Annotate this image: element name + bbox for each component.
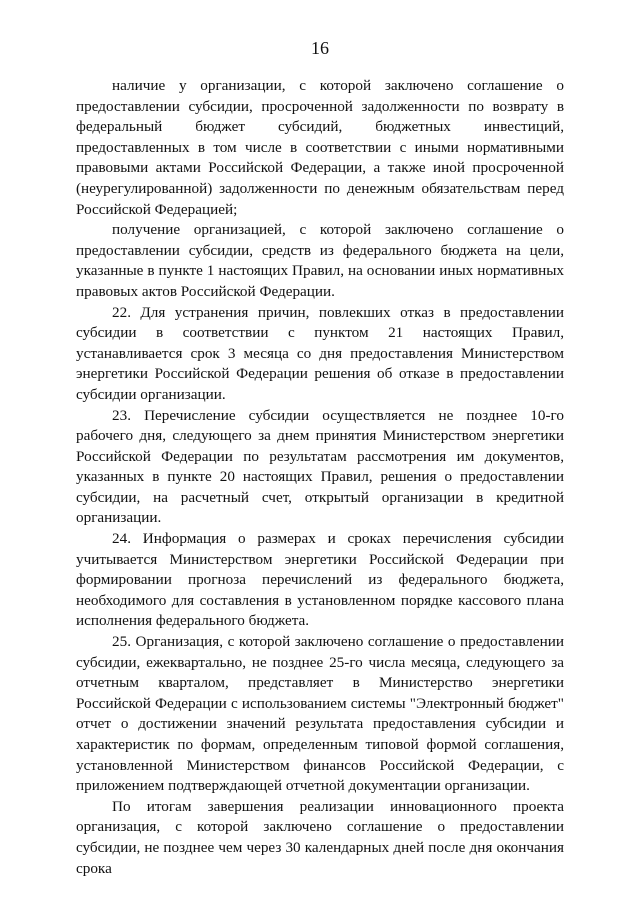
paragraph-clause-24: 24. Информация о размерах и сроках перечисления субсидии учитывается Министерством энергетики Российской Федерации при формировании прогноза перечислений из федерального бюджета, необходимого для составления в установленном порядке кассового плана исполнения федерального бюджета. <box>76 530 564 630</box>
paragraph-project-completion: По итогам завершения реализации инновационного проекта организация, с которой заключено соглашение о предоставлении субсидии, не позднее чем через 30 календарных дней после дня окончания срока <box>76 797 564 877</box>
paragraph-clause-23: 23. Перечисление субсидии осуществляется не позднее 10-го рабочего дня, следующего за днем принятия Министерством энергетики Российской Федерации по результатам рассмотрения им документов, указанных в пункте 20 настоящих Правил, решения о предоставлении субсидии, на расчетный счет, открытый организации в кредитной организации. <box>76 406 564 527</box>
paragraph-clause-22: 22. Для устранения причин, повлекших отказ в предоставлении субсидии в соответствии с пунктом 21 настоящих Правил, устанавливается срок 3 месяца со дня предоставления Министерством энергетики Российской Федерации решения об отказе в предоставлении субсидии организации. <box>76 303 564 403</box>
document-body <box>76 76 564 879</box>
paragraph-clause-25: 25. Организация, с которой заключено соглашение о предоставлении субсидии, ежеквартально, не позднее 25-го числа месяца, следующего за отчетным кварталом, представляет в Министерство энергетики Российской Федерации с использованием системы "Электронный бюджет" отчет о достижении значений результата предоставления субсидии и характеристик по формам, определенным типовой формой соглашения, установленной Министерством финансов Российской Федерации, с приложением подтверждающей отчетной документации организации. <box>76 633 564 795</box>
paragraph-debt-condition: наличие у организации, с которой заключено соглашение о предоставлении субсидии, просроченной задолженности по возврату в федеральный бюджет субсидий, бюджетных инвестиций, предоставленных в том числе в соответствии с иными нормативными правовыми актами Российской Федерации, а также иной просроченной (неурегулированной) задолженности по денежным обязательствам перед Российской Федерацией; <box>76 77 564 218</box>
paragraph-other-funds-condition: получение организацией, с которой заключено соглашение о предоставлении субсидии, средств из федерального бюджета на цели, указанные в пункте 1 настоящих Правил, на основании иных нормативных правовых актов Российской Федерации. <box>76 221 564 300</box>
page-number: 16 <box>311 38 329 58</box>
